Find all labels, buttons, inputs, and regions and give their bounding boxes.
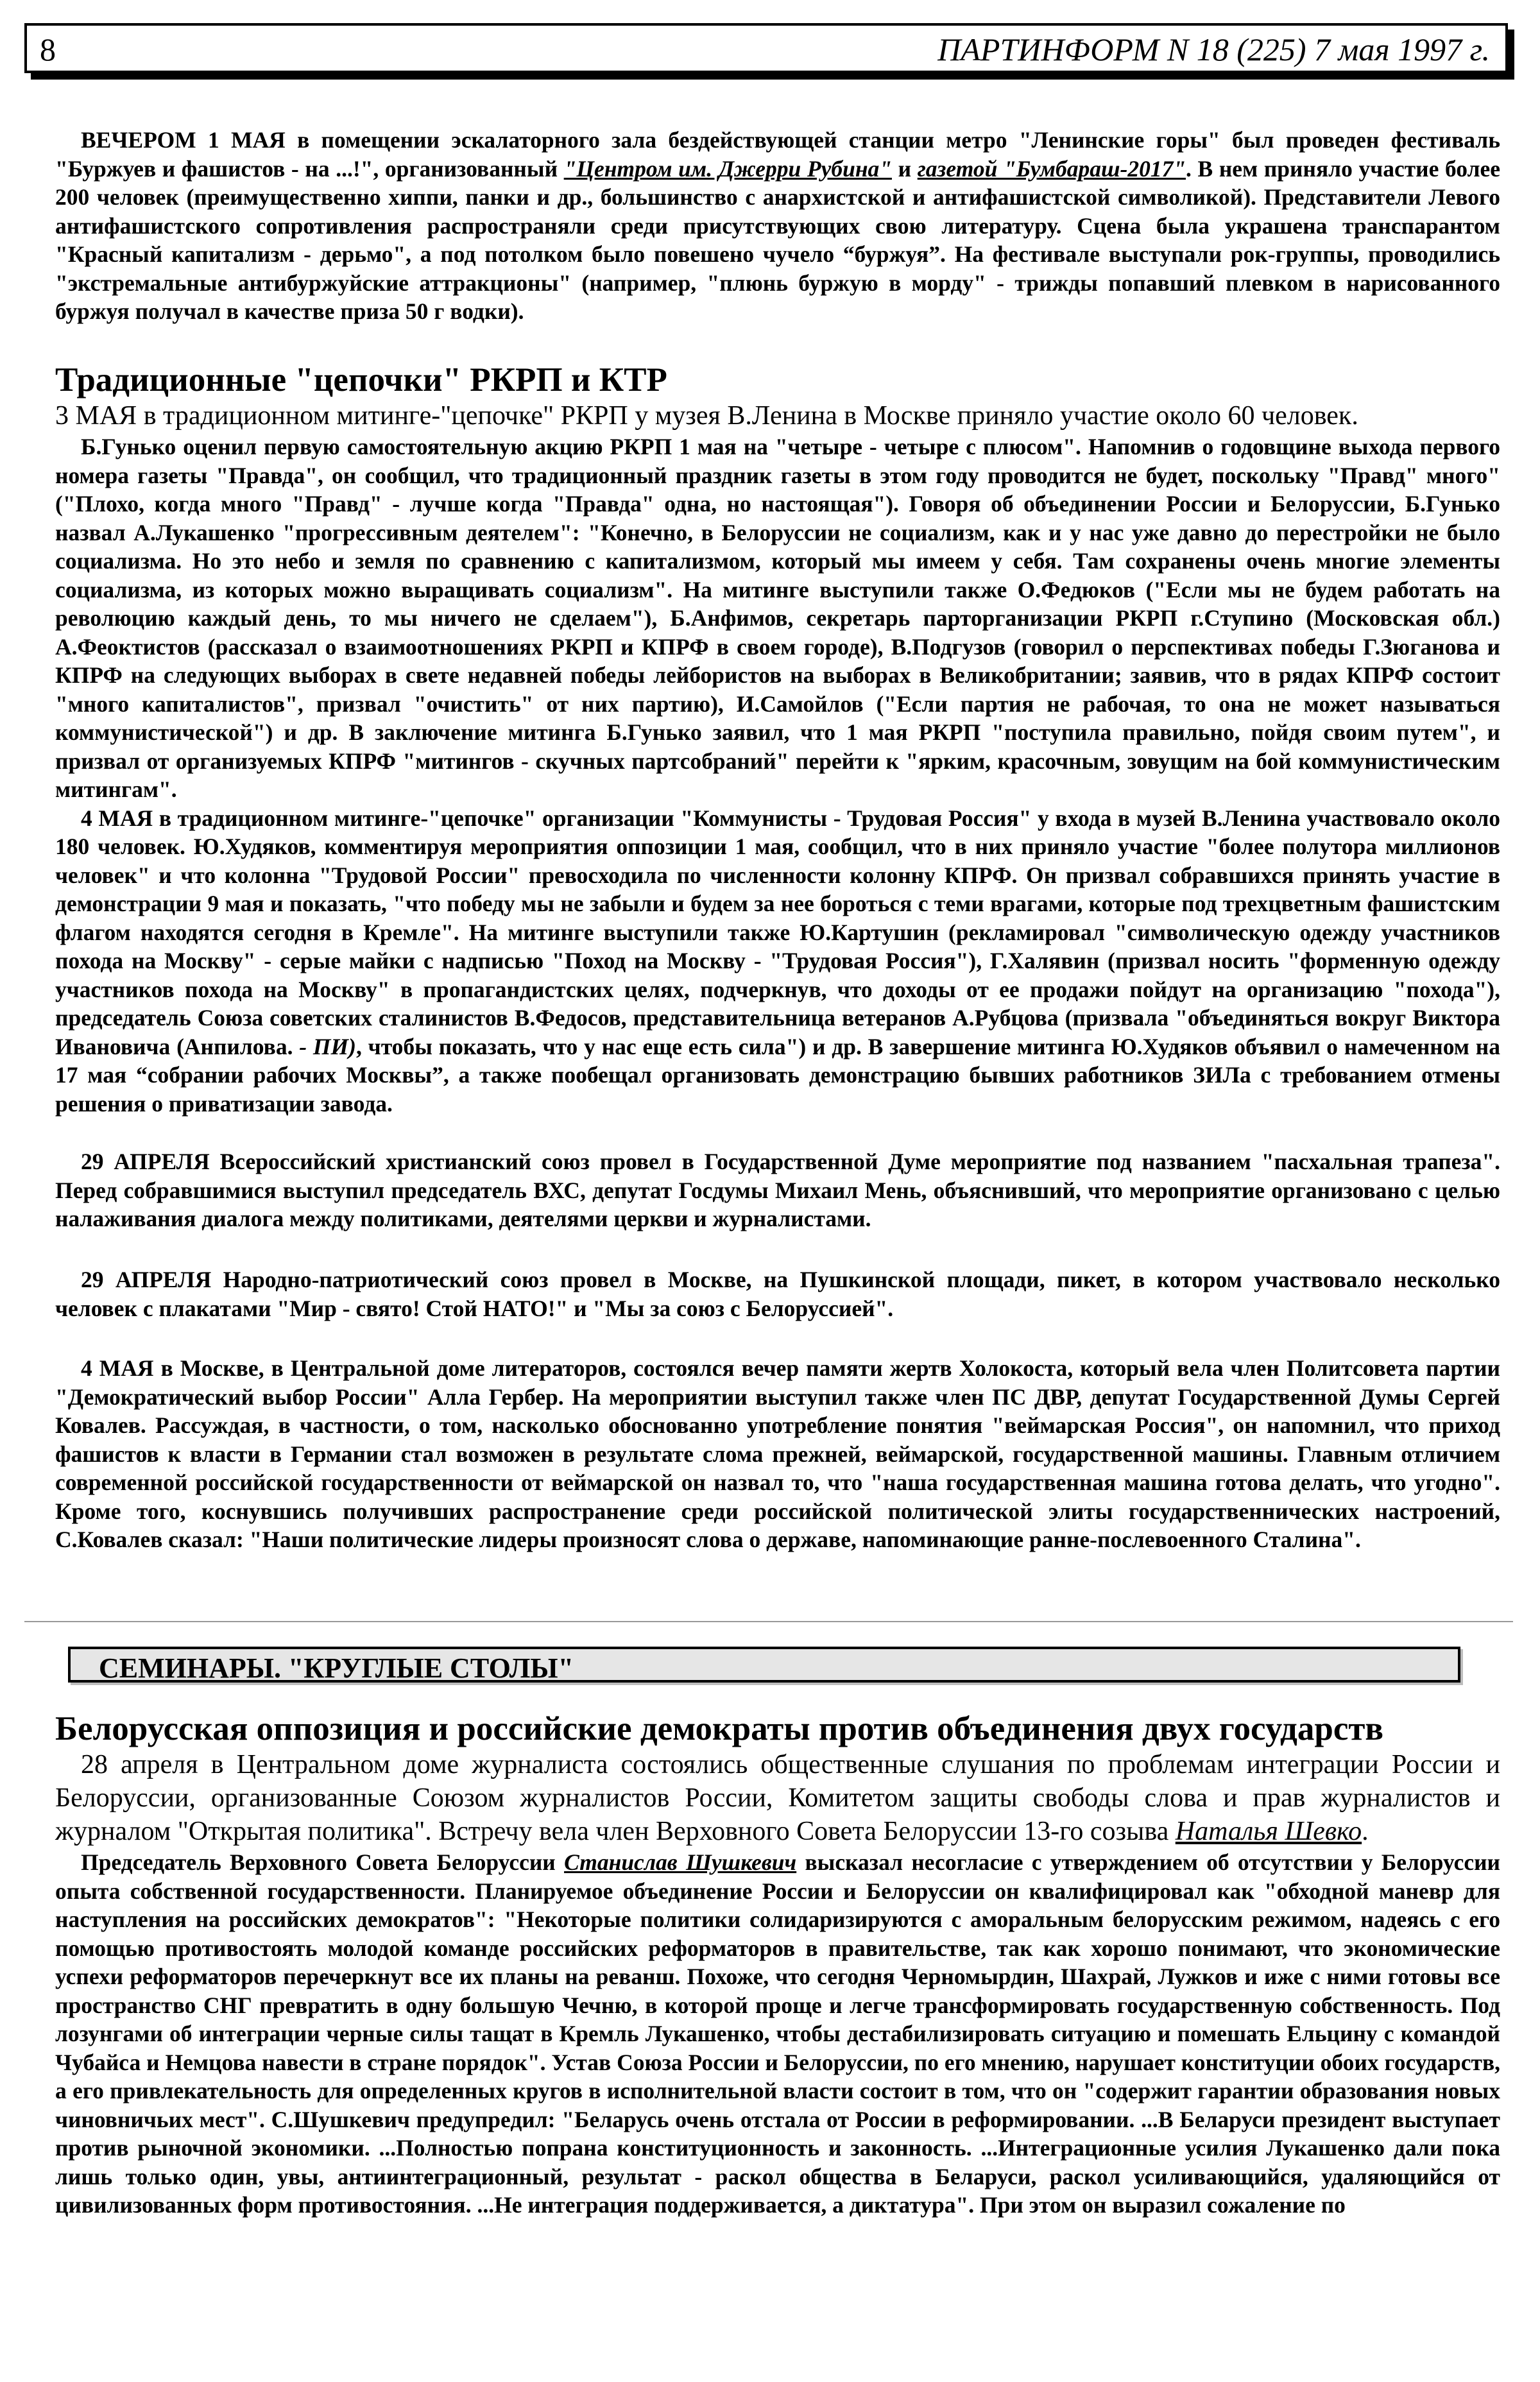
page-number: 8 <box>40 31 56 67</box>
page-header <box>24 23 1508 73</box>
news-item-may1 <box>55 126 1500 326</box>
news-paragraph: 29 АПРЕЛЯ Всероссийский христианский союз провел в Государственной Думе мероприятие под названием "пасхальная трапеза". Перед собравшимися выступил председатель ВХС, депутат Госдумы Михаил Мень, объяснивший, что мероприятие организовано с целью налаживания диалога между политиками, деятелями церкви и журналистами. <box>55 1149 1500 1231</box>
link-shevko[interactable]: Наталья Шевко <box>1175 1817 1362 1846</box>
news-paragraph: 29 АПРЕЛЯ Народно-патриотический союз провел в Москве, на Пушкинской площади, пикет, в котором участвовало несколько человек с плакатами "Мир - свято! Стой НАТО!" и "Мы за союз с Белоруссией". <box>55 1267 1500 1321</box>
divider <box>24 1621 1513 1622</box>
link-bumbarash[interactable]: газетой "Бумбараш-2017" <box>917 155 1186 182</box>
article-heading: Традиционные "цепочки" РКРП и КТР <box>55 361 667 398</box>
article-belarus <box>55 1709 1500 2220</box>
publication-title: ПАРТИНФОРМ N 18 (225) 7 мая 1997 г. <box>937 31 1490 67</box>
news-paragraph: ВЕЧЕРОМ 1 МАЯ в помещении эскалаторного зала бездействующей станции метро "Ленинские горы" был проведен фестиваль "Буржуев и фашистов - на ...!", организованный "Центром им. Джерри Рубина" и газетой "Бумбараш-2017". В нем приняло участие более 200 человек (преимущественно хиппи, панки и др., большинство с анархистской и антифашистской символикой). Представители Левого антифашистского сопротивления распространяли среди присутствующих свою литературу. Сцена была украшена транспарантом "Красный капитализм - дерьмо", а под потолком было повешено чучело “буржуя”. На фестивале выступали рок-группы, проводились "экстремальные антибуржуйские аттракционы" (например, "плюнь буржую в морду" - трижды попавший плевком в нарисованного буржуя получал в качестве приза 50 г водки). <box>55 127 1500 324</box>
section-banner <box>68 1647 1460 1683</box>
section-title: СЕМИНАРЫ. "КРУГЛЫЕ СТОЛЫ" <box>99 1652 574 1684</box>
article-paragraph: Б.Гунько оценил первую самостоятельную акцию РКРП 1 мая на "четыре - четыре с плюсом". Напомнив о годовщине выхода первого номера газеты "Правда", он сообщил, что традиционный праздник газеты в этом году проводится не будет, поскольку "Правд" много" ("Плохо, когда много "Правд" - лучше когда "Правда" одна, но настоящая"). Говоря об объединении России и Белоруссии, Б.Гунько назвал А.Лукашенко "прогрессивным деятелем": "Конечно, в Белоруссии не социализм, как и у нас уже давно до перестройки не было социализма. Но это небо и земля по сравнению с капитализмом, который мы имеем у себя. Там сохранены очень многие элементы социализма, из которых можно выращивать социализм". На митинге выступили также О.Федюков ("Если мы не будем работать на революцию каждый день, то мы ничего не сделаем"), Б.Анфимов, секретарь парторганизации РКРП г.Ступино (Московская обл.) А.Феоктистов (рассказал о взаимоотношениях РКРП и КПРФ в своем городе), В.Подгузов (говорил о перспективах победы Г.Зюганова и КПРФ на следующих выборах в свете недавней победы лейбористов на выборах в Великобритании; заявив, что в рядах КПРФ состоит "много капиталистов", призвал "очистить" от них партию), И.Самойлов ("Если партия не рабочая, то она не может называться коммунистической") и др. В заключение митинга Б.Гунько заявил, что 1 мая РКРП "поступила правильно, пойдя своим путем", и призвал от организуемых КПРФ "митингов - скучных партсобраний" перейти к "ярким, красочным, зовущим на бой коммунистическим митингам". <box>55 434 1500 802</box>
news-item-apr29-nps <box>55 1265 1500 1323</box>
article-lead: 3 МАЯ в традиционном митинге-"цепочке" РКРП у музея В.Ленина в Москве приняло участие около 60 человек. <box>55 401 1358 431</box>
news-paragraph: 4 МАЯ в Москве, в Центральной доме литераторов, состоялся вечер памяти жертв Холокоста, который вела член Политсовета партии "Демократический выбор России" Алла Гербер. На мероприятии выступил также член ПС ДВР, депутат Государственной Думы Сергей Ковалев. Рассуждая, в частности, о том, насколько обоснованно употребление понятия "веймарская Россия", он напомнил, что приход фашистов к власти в Германии стал возможен в результате слома прежней, веймарской, государственной машины. Главным отличием современной российской государственности от веймарской он назвал то, что "наша государственная машина готова делать, что угодно". Кроме того, коснувшись получивших распространение среди российской политической элиты государственнических настроений, С.Ковалев сказал: "Наши политические лидеры произносят слова о державе, напоминающие ранне-послевоенного Сталина". <box>55 1355 1500 1552</box>
news-item-apr29-vhs <box>55 1147 1500 1233</box>
news-item-may4-holocaust <box>55 1354 1500 1554</box>
article-heading: Белорусская оппозиция и российские демократы против объединения двух государств <box>55 1710 1384 1747</box>
link-shushkevich[interactable]: Станислав Шушкевич <box>564 1849 797 1875</box>
link-rubin-center[interactable]: "Центром им. Джерри Рубина" <box>563 155 892 182</box>
article-lead: 28 апреля в Центральном доме журналиста состоялись общественные слушания по проблемам интеграции России и Белоруссии, организованные Союзом журналистов России, Комитетом защиты свободы слова и прав журналистов и журналом "Открытая политика". Встречу вела член Верховного Совета Белоруссии 13-го созыва Наталья Шевко. <box>55 1750 1500 1846</box>
article-paragraph: Председатель Верховного Совета Белоруссии Станислав Шушкевич высказал несогласие с утверждением об отсутствии у Белоруссии опыта собственной государственности. Планируемое объединение России и Белоруссии он квалифицировал как "обходной маневр для наступления на российских демократов": "Некоторые политики солидаризируются с аморальным белорусским режимом, надеясь с его помощью противостоять молодой команде российских реформаторов в правительстве, так как хорошо понимают, что экономические успехи реформаторов перечеркнут все их планы на реванш. Похоже, что сегодня Черномырдин, Шахрай, Лужков и иже с ними готовы все пространство СНГ превратить в одну большую Чечню, в которой проще и легче трансформировать государственную собственность. Под лозунгами об интеграции черные силы тащат в Кремль Лукашенко, чтобы дестабилизировать ситуацию и помешать Ельцину с командой Чубайса и Немцова навести в стране порядок". Устав Союза России и Белоруссии, по его мнению, нарушает конституции обоих государств, а его привлекательность для определенных кругов в исполнительной власти состоит в том, что он "содержит гарантии образования новых чиновничьих мест". С.Шушкевич предупредил: "Беларусь очень отстала от России в реформировании. ...В Беларуси президент выступает против рыночной экономики. ...Полностью попрана конституционность и законность. ...Интеграционные усилия Лукашенко дали пока лишь только один, увы, антиинтеграционный, результат - раскол общества в Беларуси, раскол усиливающийся, удаляющийся от цивилизованных форм противостояния. ...Не интеграция поддерживается, а диктатура". При этом он выразил сожаление по <box>55 1849 1500 2218</box>
article-paragraph: 4 МАЯ в традиционном митинге-"цепочке" организации "Коммунисты - Трудовая Россия" у входа в музей В.Ленина участвовало около 180 человек. Ю.Худяков, комментируя мероприятия оппозиции 1 мая, сообщил, что в них приняло участие "более полутора миллионов человек" и что колонна "Трудовой России" превосходила по численности колонну КПРФ. Он призвал собравшихся принять участие в демонстрации 9 мая и показать, "что победу мы не забыли и будем за нее бороться с теми врагами, которые под трехцветным фашистским флагом находятся сегодня в Кремле". На митинге выступили также Ю.Картушин (рекламировал "символическую одежду участников похода на Москву" - серые майки с надписью "Поход на Москву - "Трудовая Россия"), Г.Халявин (призвал носить "форменную одежду участников похода на Москву" в пропагандистских целях, подчеркнув, что доходы от ее продажи пойдут на организацию "похода"), председатель Союза советских сталинистов В.Федосов, представительница ветеранов А.Рубцова (призвала "объединяться вокруг Виктора Ивановича (Анпилова. - ПИ), чтобы показать, что у нас еще есть сила") и др. В завершение митинга Ю.Худяков объявил о намеченном на 17 мая “собрании рабочих Москвы”, а также пообещал организовать демонстрацию бывших работников ЗИЛа с требованием отмены решения о приватизации завода. <box>55 805 1500 1117</box>
article-chains <box>55 361 1500 1118</box>
